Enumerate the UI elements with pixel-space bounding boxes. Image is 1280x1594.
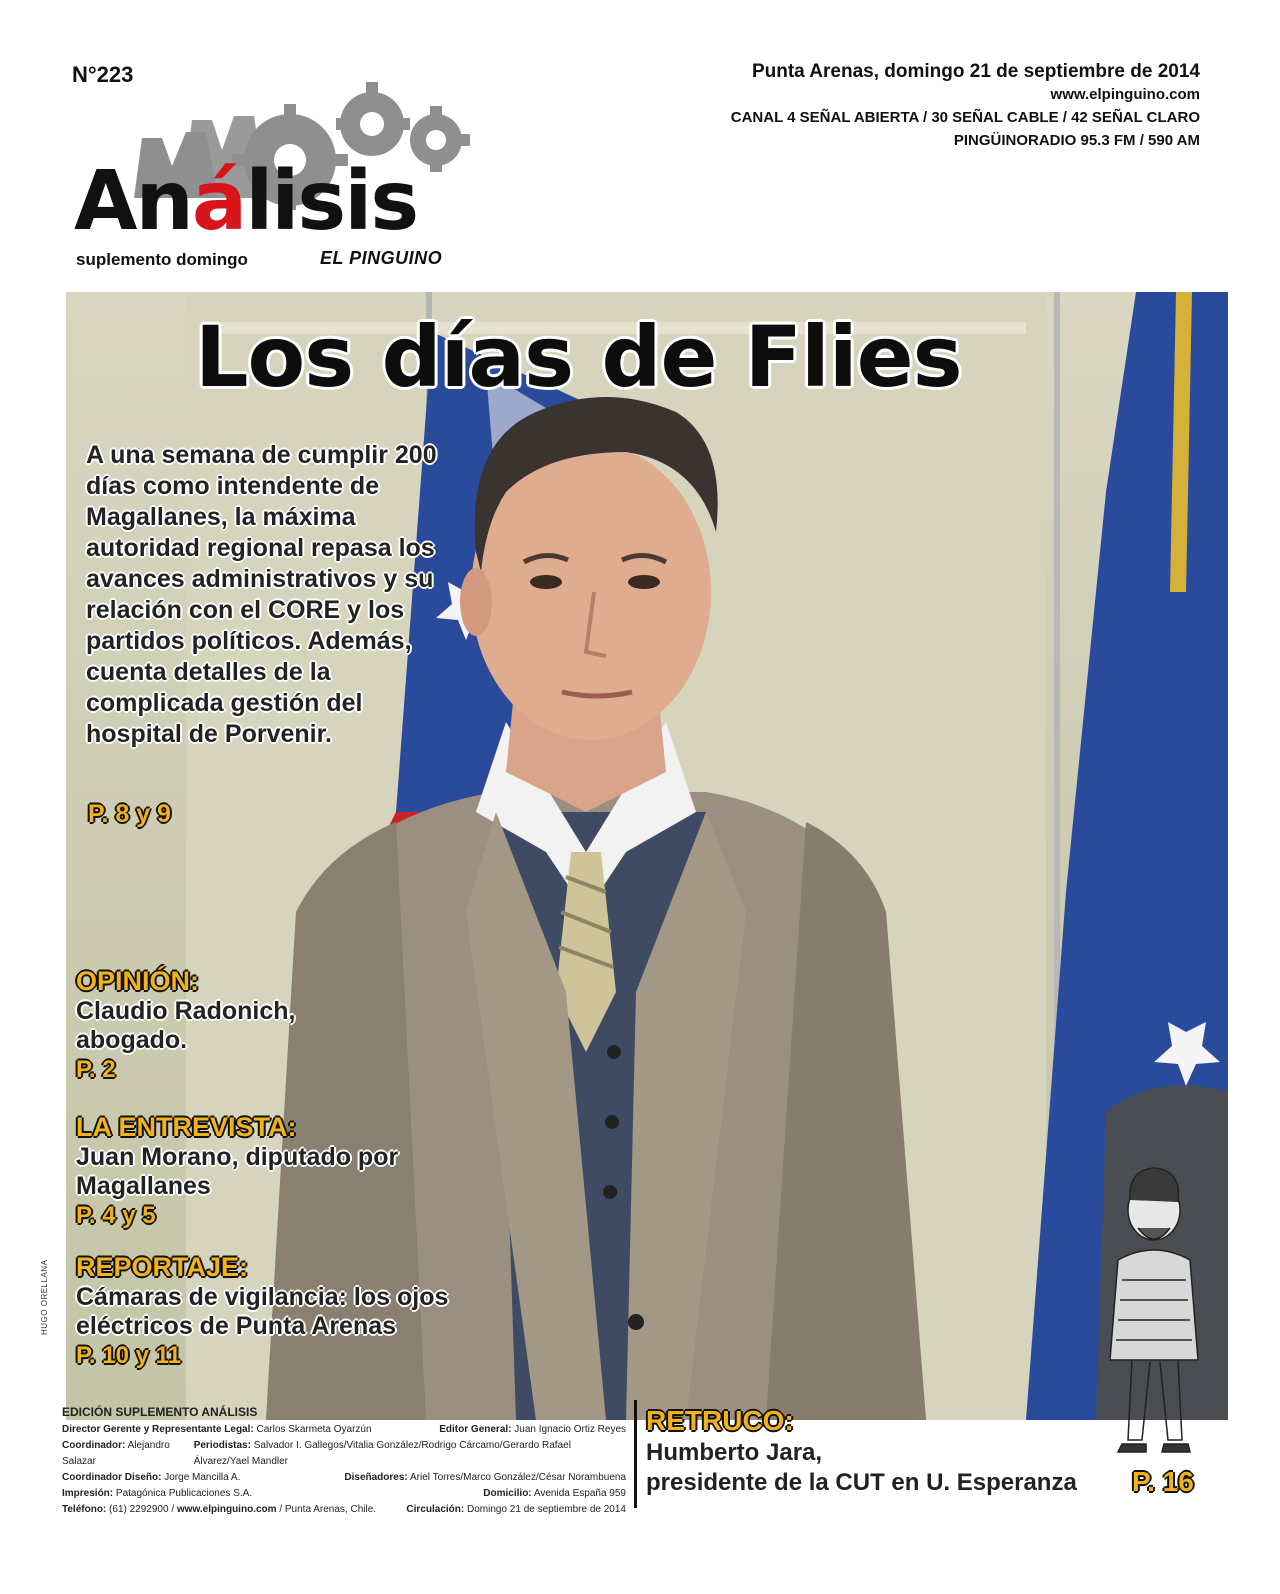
- lead-page-ref[interactable]: P. 8 y 9: [88, 800, 171, 828]
- dateline: Punta Arenas, domingo 21 de septiembre de 2014: [751, 61, 1200, 82]
- journalists-names: Salvador I. Gallegos/Vitalia González/Rodrigo Cárcamo/Gerardo Rafael Álvarez/Yael Mandler: [193, 1440, 571, 1467]
- photo-credit: HUGO ORELLANA: [40, 1259, 49, 1335]
- teaser-label: LA ENTREVISTA:: [76, 1112, 297, 1142]
- masthead-credits: EDICIÓN SUPLEMENTO ANÁLISIS Director Gerente y Representante Legal: Carlos Skarmeta Oyarzún Editor General: Juan Ignacio Ortiz Reyes Coordinador: Alejandro Salazar Periodistas: Salvador I. Gallegos/Vitalia González/Rodrigo Cárcamo/Gerardo Rafael Álvarez/Yael Mandler Coordinador Diseño: Jorge Mancilla A. Diseñadores: Ariel Torres/Marco González/César Norambuena Impresión: Patagónica Publicaciones S.A. Domicilio: Avenida España 959 Teléfono: (61) 2292900 / www.elpinguino.com / Punta Arenas, Chile. Circulación: Domingo 21 de septiembre de 2014: [62, 1405, 626, 1515]
- radio-frequencies: PINGÜINORADIO 95.3 FM / 590 AM: [953, 132, 1200, 149]
- printer-name: Patagónica Publicaciones S.A.: [115, 1488, 253, 1499]
- caricature-illustration: [1098, 1140, 1210, 1470]
- retruco-line-1: Humberto Jara,: [646, 1439, 823, 1466]
- editor-name: Juan Ignacio Ortiz Reyes: [514, 1424, 626, 1435]
- teaser-page-ref: P. 4 y 5: [76, 1202, 156, 1229]
- design-coordinator-name: Jorge Mancilla A.: [164, 1472, 241, 1483]
- teaser-opinion[interactable]: [76, 966, 496, 1084]
- logo-subtitle: suplemento domingo: [76, 250, 248, 269]
- teaser-reportaje[interactable]: [76, 1252, 496, 1370]
- issue-number: N°223: [72, 62, 134, 87]
- cover-headline: Los días de Flies: [195, 308, 962, 406]
- logo-wordmark: Análisis: [74, 154, 418, 249]
- address: Avenida España 959: [533, 1488, 626, 1499]
- director-name: Carlos Skarmeta Oyarzún: [256, 1424, 372, 1435]
- phone-number: (61) 2292900: [109, 1504, 169, 1515]
- teaser-body: Claudio Radonich, abogado.: [76, 997, 296, 1054]
- website-link[interactable]: www.elpinguino.com: [1050, 86, 1200, 103]
- designers-names: Ariel Torres/Marco González/César Norambuena: [409, 1472, 626, 1483]
- footer-website-link[interactable]: www.elpinguino.com: [176, 1504, 277, 1515]
- teaser-body: Juan Morano, diputado por Magallanes: [76, 1143, 399, 1200]
- teaser-entrevista[interactable]: [76, 1112, 496, 1230]
- lead-text: A una semana de cumplir 200 días como intendente de Magallanes, la máxima autoridad regional repasa los avances administrativos y su relación con el CORE y los partidos políticos. Además, cuenta detalles de la complicada gestión del hospital de Porvenir.: [86, 441, 437, 748]
- teaser-body: Cámaras de vigilancia: los ojos eléctricos de Punta Arenas: [76, 1283, 449, 1340]
- tv-channels: CANAL 4 SEÑAL ABIERTA / 30 SEÑAL CABLE / 42 SEÑAL CLARO: [730, 109, 1200, 126]
- footer-divider: [634, 1400, 637, 1508]
- coordinator-name: Alejandro Salazar: [62, 1440, 170, 1467]
- retruco-teaser[interactable]: [646, 1404, 1077, 1498]
- teaser-page-ref: P. 2: [76, 1056, 116, 1083]
- masthead-info: [731, 60, 1200, 152]
- retruco-label: RETRUCO:: [646, 1405, 794, 1436]
- teaser-label: OPINIÓN:: [76, 966, 200, 996]
- circulation-date: Domingo 21 de septiembre de 2014: [467, 1504, 626, 1515]
- teaser-page-ref: P. 10 y 11: [76, 1342, 181, 1369]
- credits-title: EDICIÓN SUPLEMENTO ANÁLISIS: [62, 1405, 258, 1419]
- analisis-logo: [72, 80, 512, 280]
- teaser-label: REPORTAJE:: [76, 1252, 249, 1282]
- retruco-page-ref[interactable]: P. 16: [1132, 1466, 1194, 1497]
- retruco-line-2: presidente de la CUT en U. Esperanza: [646, 1469, 1077, 1496]
- publisher-name: EL PINGUINO: [320, 248, 443, 268]
